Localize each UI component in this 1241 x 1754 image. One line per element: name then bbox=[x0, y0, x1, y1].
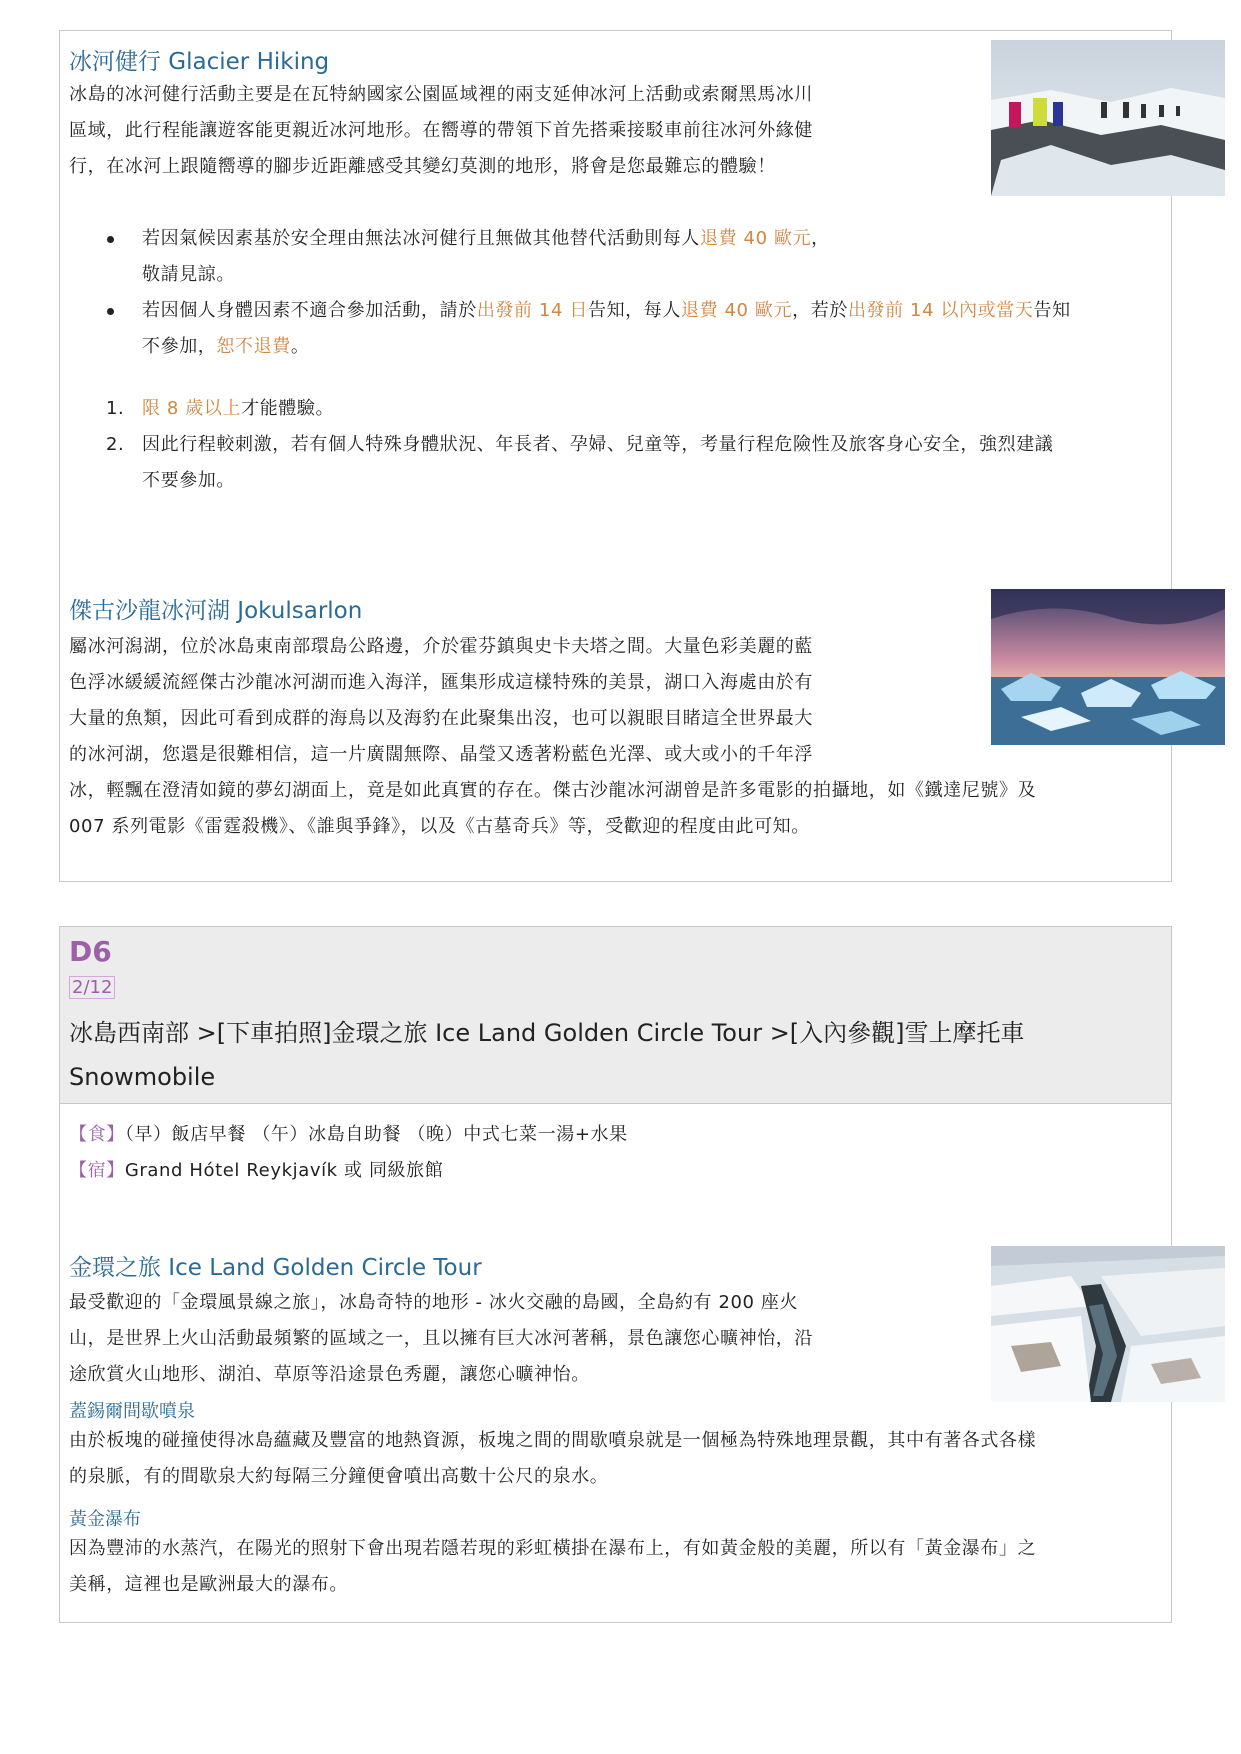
meals-line: 【食】（早）飯店早餐 （午）冰島自助餐 （晚）中式七菜一湯+水果 bbox=[69, 1124, 628, 1145]
day-label: D6 bbox=[69, 935, 112, 968]
geysir-title: 蓋錫爾間歇噴泉 bbox=[69, 1401, 195, 1422]
meals-tag: 【食】 bbox=[69, 1124, 125, 1145]
bullet-dot-icon bbox=[107, 236, 114, 243]
bullet-item: 若因氣候因素基於安全理由無法冰河健行且無做其他替代活動則每人退費 40 歐元， 敬請見諒。 bbox=[60, 221, 1160, 293]
jokulsarlon-description: 屬冰河潟湖，位於冰島東南部環島公路邊，介於霍芬鎮與史卡夫塔之間。大量色彩美麗的藍 色浮冰緩緩流經傑古沙龍冰河湖而進入海洋，匯集形成這樣特殊的美景，湖口入海處由於有 大量的魚類，因此可看到成群的海鳥以及海豹在此聚集出沒，也可以親眼目睹這全世界最大 的冰河湖，您還是很難相信，這一片廣闊無際、晶瑩又透著粉藍色光澤、或大或小的千年浮 冰，輕飄在澄清如鏡的夢幻湖面上，竟是如此真實的存在。傑古沙龍冰河湖曾是許多電影的拍攝地，如《鐵達尼號》及 007 系列電影《雷霆殺機》、《誰與爭鋒》，以及《古墓奇兵》等，受歡迎的程度由此可知。 bbox=[69, 636, 1037, 837]
jokulsarlon-title: 傑古沙龍冰河湖 Jokulsarlon bbox=[69, 598, 363, 624]
glacier-hiking-title: 冰河健行 Glacier Hiking bbox=[69, 49, 330, 75]
numbered-item: 2. 因此行程較刺激，若有個人特殊身體狀況、年長者、孕婦、兒童等，考量行程危險性及旅客身心安全，強烈建議 不要參加。 bbox=[106, 434, 1054, 491]
bullet-item: 若因個人身體因素不適合參加活動，請於出發前 14 日告知，每人退費 40 歐元，若於出發前 14 以內或當天告知 不參加，恕不退費。 bbox=[60, 293, 1160, 365]
gullfoss-description: 因為豐沛的水蒸汽，在陽光的照射下會出現若隱若現的彩虹橫掛在瀑布上，有如黃金般的美麗，所以有「黃金瀑布」之 美稱，這裡也是歐洲最大的瀑布。 bbox=[69, 1538, 1037, 1595]
day-route: 冰島西南部 >[下車拍照]金環之旅 Ice Land Golden Circle Tour >[入內參觀]雪上摩托車 Snowmobile bbox=[69, 1019, 1025, 1091]
day-section-box bbox=[59, 926, 1172, 1623]
hotel-tag: 【宿】 bbox=[69, 1160, 125, 1181]
day-header bbox=[60, 927, 1171, 1104]
golden-circle-title: 金環之旅 Ice Land Golden Circle Tour bbox=[69, 1255, 482, 1281]
hotel-line: 【宿】Grand Hótel Reykjavík 或 同級旅館 bbox=[69, 1160, 444, 1181]
geysir-description: 由於板塊的碰撞使得冰島蘊藏及豐富的地熱資源，板塊之間的間歇噴泉就是一個極為特殊地理景觀，其中有著各式各樣 的泉脈，有的間歇泉大約每隔三分鐘便會噴出高數十公尺的泉水。 bbox=[69, 1430, 1037, 1487]
golden-circle-photo bbox=[991, 1246, 1225, 1402]
day-date bbox=[69, 977, 115, 999]
bullet-dot-icon bbox=[107, 308, 114, 315]
gullfoss-title: 黃金瀑布 bbox=[69, 1509, 141, 1530]
numbered-item: 1. 限 8 歲以上才能體驗。 bbox=[106, 398, 335, 419]
glacier-hiking-description: 冰島的冰河健行活動主要是在瓦特納國家公園區域裡的兩支延伸冰河上活動或索爾黑馬冰川 區域，此行程能讓遊客能更親近冰河地形。在嚮導的帶領下首先搭乘接駁車前往冰河外緣健 行，在冰河上跟隨嚮導的腳步近距離感受其變幻莫測的地形，將會是您最難忘的體驗！ bbox=[69, 84, 813, 177]
date-badge: 2/12 bbox=[69, 976, 115, 999]
glacier-hiking-photo bbox=[991, 40, 1225, 196]
golden-circle-description: 最受歡迎的「金環風景線之旅」，冰島奇特的地形 - 冰火交融的島國，全島約有 200 座火 山，是世界上火山活動最頻繁的區域之一，且以擁有巨大冰河著稱，景色讓您心曠神怡，沿 途欣賞火山地形、湖泊、草原等沿途景色秀麗，讓您心曠神怡。 bbox=[69, 1292, 813, 1385]
tour-section-box bbox=[59, 30, 1172, 882]
